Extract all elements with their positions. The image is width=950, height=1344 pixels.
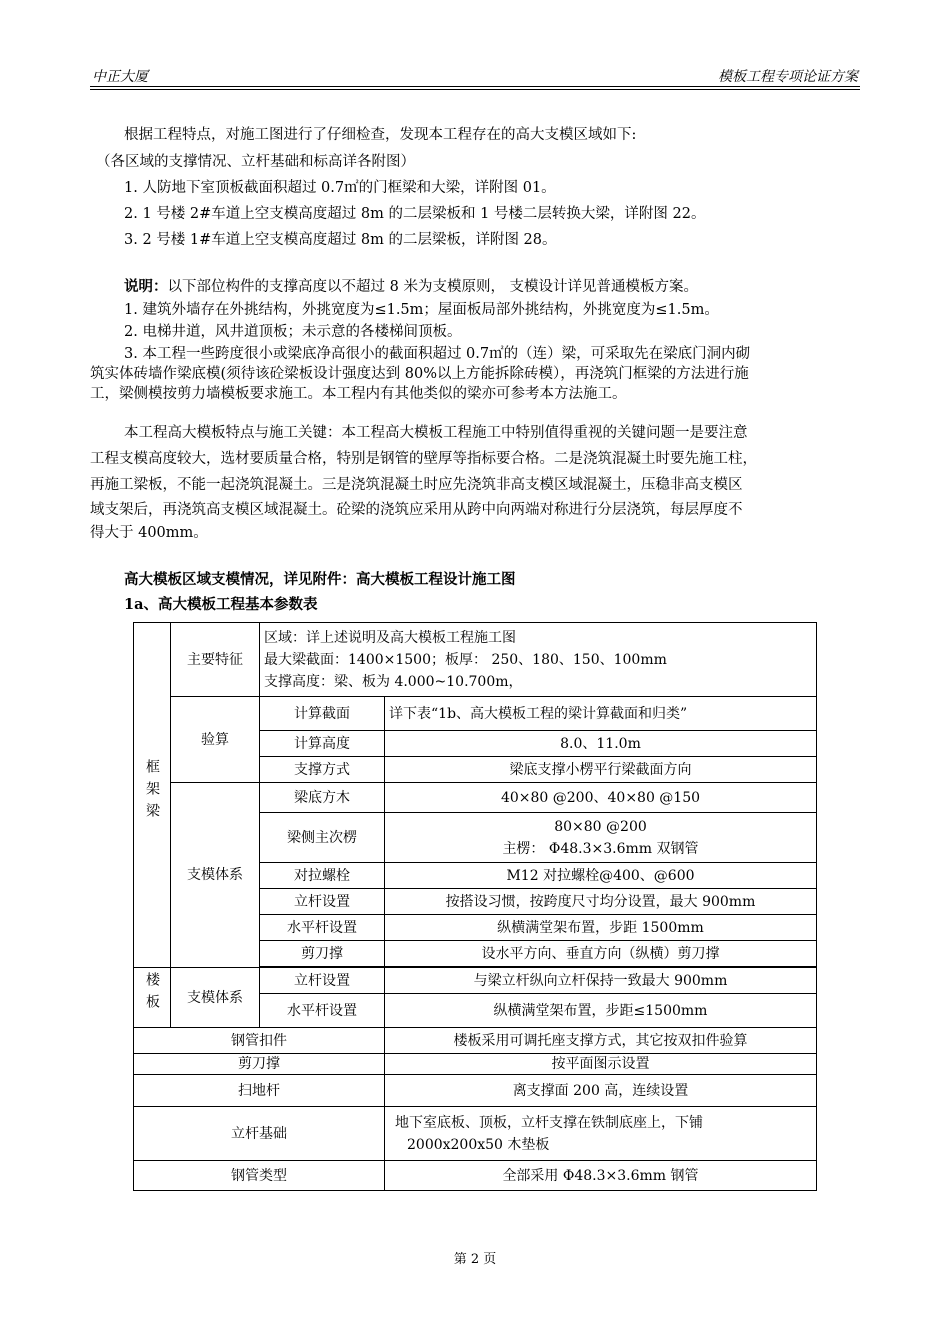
floor-slab-cell [134,968,171,1028]
table-row [134,968,817,994]
pole-setting-value: 按搭设习惯，按跨度尺寸均分设置，最大 900mm [385,889,817,915]
note-text: 以下部位构件的支撑高度以不超过 8 米为支模原则， 支模设计详见普通模板方案。 [167,279,699,295]
header-document-title: 模板工程专项论证方案 [718,69,858,85]
features-line-1: 本工程高大模板特点与施工关键：本工程高大模板工程施工中特别值得重视的关键问题一是要注意 [124,425,748,441]
calc-height-value: 8.0、11.0m [385,731,817,757]
calc-section-label: 计算截面 [260,697,385,731]
scissor-value-text: 按平面图示设置 [551,1056,650,1072]
calc-section-value: 详下表“1b、高大模板工程的梁计算截面和归类” [385,697,817,731]
table-row [134,623,817,697]
frame-beam-cell [134,623,171,968]
horizontal-bar-value: 纵横满堂架布置，步距 1500mm [385,915,817,941]
features-line-3: 再施工梁板，不能一起浇筑混凝土。三是浇筑混凝土时应先浇筑非高支模区域混凝土，压稳非高支模区 [90,477,743,493]
table-row [134,697,817,731]
table-row [134,1054,817,1075]
steel-pipe-type-label: 钢管类型 [134,1161,385,1191]
horizontal-bar-label: 水平杆设置 [260,915,385,941]
note-label: 说明： [124,278,168,295]
header-project-name: 中正大厦 [92,69,148,85]
beam-side-value-1: 80×80 @200 [554,818,647,835]
header-rule-thin [90,89,860,90]
checking-label: 验算 [171,697,260,783]
scissor-brace-value: 设水平方向、垂直方向（纵横）剪刀撑 [385,941,817,967]
header-rule [90,86,860,87]
scissor-label [134,1054,385,1075]
table-row [134,1161,817,1191]
support-method-label: 支撑方式 [260,757,385,783]
beam-side-label: 梁侧主次楞 [260,813,385,863]
table-row [134,783,817,813]
note-item-3-line-3: 工，梁侧模按剪力墙模板要求施工。本工程内有其他类似的梁亦可参考本方法施工。 [90,386,627,402]
scissor-brace-label: 剪刀撑 [260,941,385,967]
main-features-line: 区域：详上述说明及高大模板工程施工图 [264,629,516,646]
calc-height-label: 计算高度 [260,731,385,757]
features-line-2: 工程支模高度较大，选材要质量合格，特别是钢管的壁厚等指标要合格。二是浇筑混凝土时要先施工柱， [90,451,757,467]
intro-line: 根据工程特点，对施工图进行了仔细检查，发现本工程存在的高大支模区域如下: [124,127,637,143]
sweep-bar-value: 离支撑面 200 高，连续设置 [385,1075,817,1107]
page-number: 第 2 页 [453,1252,497,1267]
note-item-1: 1. 建筑外墙存在外挑结构，外挑宽度为≤1.5m；屋面板局部外挑结构，外挑宽度为≤1.5m。 [124,302,719,318]
table-row [134,1075,817,1107]
intro-item-3: 3. 2 号楼 1#车道上空支模高度超过 8m 的二层梁板，详附图 28。 [124,232,557,248]
pole-foundation-value-1: 地下室底板、顶板，立杆支撑在铁制底座上，下铺 [395,1114,703,1131]
section-title: 高大模板区域支模情况，详见附件：高大模板工程设计施工图 [124,571,516,588]
floor-slab-label: 楼板 [144,972,160,1016]
pole-foundation-value-2: 2000x200x50 木垫板 [407,1136,550,1153]
scissor-label-text: 剪刀撑 [238,1056,280,1072]
slab-horizontal-value: 纵横满堂架布置，步距≤1500mm [385,994,817,1028]
tie-bolt-value: M12 对拉螺栓@400、@600 [385,863,817,889]
slab-pole-value: 与梁立杆纵向立杆保持一致最大 900mm [385,968,817,994]
parameter-table [133,622,817,1191]
frame-beam-label: 框架梁 [144,758,160,825]
sweep-bar-label: 扫地杆 [134,1075,385,1107]
slab-support-system-label: 支模体系 [171,968,260,1028]
beam-side-value-2: 主楞： Φ48.3×3.6mm 双钢管 [502,840,699,857]
fastener-label: 钢管扣件 [134,1028,385,1054]
slab-horizontal-label: 水平杆设置 [260,994,385,1028]
beam-bottom-value: 40×80 @200、40×80 @150 [385,783,817,813]
features-line-4: 域支架后，再浇筑高支模区域混凝土。砼梁的浇筑应采用从跨中向两端对称进行分层浇筑，每层厚度不 [90,502,743,518]
table-row [134,1107,817,1161]
steel-pipe-type-value: 全部采用 Φ48.3×3.6mm 钢管 [385,1161,817,1191]
features-line-5: 得大于 400mm。 [90,525,208,541]
beam-bottom-label: 梁底方木 [260,783,385,813]
note-heading [124,276,894,298]
table-title: 1a、高大模板工程基本参数表 [124,596,318,613]
support-method-value: 梁底支撑小楞平行梁截面方向 [385,757,817,783]
pole-setting-label: 立杆设置 [260,889,385,915]
note-item-2: 2. 电梯井道，风井道顶板；未示意的各楼梯间顶板。 [124,324,462,340]
note-item-3-line-1: 3. 本工程一些跨度很小或梁底净高很小的截面积超过 0.7㎡的（连）梁，可采取先在梁底门洞内砌 [124,346,751,362]
fastener-value: 楼板采用可调托座支撑方式，其它按双扣件验算 [385,1028,817,1054]
main-features-line: 最大梁截面：1400×1500；板厚： 250、180、150、100mm [264,651,667,668]
intro-item-2: 2. 1 号楼 2#车道上空支模高度超过 8m 的二层梁板和 1 号楼二层转换大梁，详附图 22。 [124,206,706,222]
pole-foundation-cell [385,1107,817,1161]
main-features-line: 支撑高度：梁、板为 4.000~10.700m， [264,673,523,690]
tie-bolt-label: 对拉螺栓 [260,863,385,889]
note-item-3-line-2: 筑实体砖墙作梁底模(须待该砼梁板设计强度达到 80%以上方能拆除砖模），再浇筑门框梁的方法进行施 [90,366,749,382]
beam-side-cell [385,813,817,863]
intro-item-1: 1. 人防地下室顶板截面积超过 0.7㎡的门框梁和大梁，详附图 01。 [124,180,556,196]
main-features-cell [260,623,817,697]
intro-note: （各区域的支撑情况、立杆基础和标高详各附图） [96,154,415,170]
support-system-label: 支模体系 [171,783,260,968]
pole-foundation-label: 立杆基础 [134,1107,385,1161]
table-row [134,1028,817,1054]
slab-pole-label: 立杆设置 [260,968,385,994]
main-features-label: 主要特征 [171,623,260,697]
scissor-value [385,1054,817,1075]
